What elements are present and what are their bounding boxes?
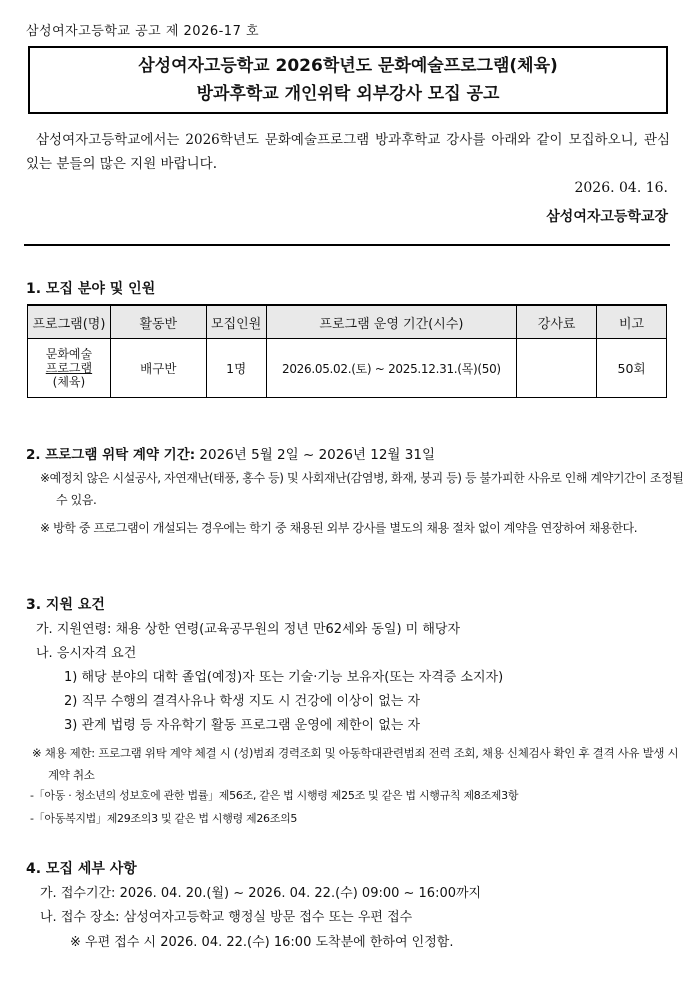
- section-1-title: 1. 모집 분야 및 인원: [26, 281, 156, 297]
- cell-period: 2026.05.02.(토) ~ 2025.12.31.(목)(50): [266, 339, 517, 398]
- section-2-line: [26, 443, 435, 463]
- cell-program: [28, 339, 111, 398]
- header-note: 비고: [597, 305, 667, 339]
- cell-note: 50회: [597, 339, 667, 398]
- title-box: [28, 46, 668, 114]
- cell-count: 1명: [206, 339, 266, 398]
- announcement-date: 2026. 04. 16.: [574, 180, 668, 196]
- program-line-1: 문화예술: [45, 347, 93, 361]
- section-2-value: 2026년 5월 2일 ~ 2026년 12월 31일: [195, 447, 435, 463]
- section-4-item-ga: 가. 접수기간: 2026. 04. 20.(월) ~ 2026. 04. 22.(수) 09:00 ~ 16:00까지: [40, 886, 482, 901]
- section-3-item-ga: 가. 지원연령: 채용 상한 연령(교육공무원의 정년 만62세와 동일) 미 해당자: [36, 622, 461, 637]
- principal-signature: 삼성여자고등학교장: [546, 209, 668, 225]
- header-period: 프로그램 운영 기간(시수): [266, 305, 517, 339]
- program-line-2: 프로그램: [45, 361, 93, 375]
- section-4-title: 4. 모집 세부 사항: [26, 861, 137, 877]
- section-3-law-1: -「아동 · 청소년의 성보호에 관한 법률」제56조, 같은 법 시행령 제25조 및 같은 법 시행규칙 제8조제3항: [30, 789, 519, 802]
- intro-text: 삼성여자고등학교에서는 2026학년도 문화예술프로그램 방과후학교 강사를 아래와 같이 모집하오니, 관심 있는 분들의 많은 지원 바랍니다.: [26, 132, 670, 172]
- title-line-2: 방과후학교 개인위탁 외부강사 모집 공고: [196, 84, 500, 104]
- section-4-note: ※ 우편 접수 시 2026. 04. 22.(수) 16:00 도착분에 한하여 인정함.: [70, 935, 454, 950]
- table-row: [28, 339, 667, 398]
- section-3-title: 3. 지원 요건: [26, 597, 105, 613]
- section-3-sub-1: 1) 해당 분야의 대학 졸업(예정)자 또는 기술·기능 보유자(또는 자격증 소지자): [64, 670, 504, 685]
- section-3-law-2: -「아동복지법」제29조의3 및 같은 법 시행령 제26조의5: [30, 812, 298, 825]
- header-activity: 활동반: [110, 305, 206, 339]
- table-header-row: [28, 305, 667, 339]
- header-fee: 강사료: [517, 305, 597, 339]
- section-4-item-na: 나. 접수 장소: 삼성여자고등학교 행정실 방문 접수 또는 우편 접수: [40, 910, 413, 925]
- section-2-title: 2. 프로그램 위탁 계약 기간:: [26, 447, 196, 463]
- document-number: 삼성여자고등학교 공고 제 2026-17 호: [26, 24, 260, 39]
- cell-fee: [517, 339, 597, 398]
- section-3-note: ※ 채용 제한: 프로그램 위탁 계약 체결 시 (성)범죄 경력조회 및 아동학대관련범죄 전력 조회, 채용 신체검사 확인 후 결격 사유 발생 시 계약 취소: [32, 746, 679, 782]
- section-3-item-na: 나. 응시자격 요건: [36, 646, 137, 661]
- divider: [24, 244, 670, 246]
- section-2-note-2: ※ 방학 중 프로그램이 개설되는 경우에는 학기 중 채용된 외부 강사를 별도의 채용 절차 없이 계약을 연장하여 채용한다.: [40, 521, 638, 535]
- recruitment-table: [27, 304, 667, 398]
- header-count: 모집인원: [206, 305, 266, 339]
- title-line-1: 삼성여자고등학교 2026학년도 문화예술프로그램(체육): [138, 56, 558, 76]
- section-2-note-1: ※예정치 않은 시설공사, 자연재난(태풍, 홍수 등) 및 사회재난(감염병, 화재, 붕괴 등) 등 불가피한 사유로 인해 계약기간이 조정될 수 있음.: [40, 471, 684, 507]
- program-line-3: (체육): [52, 375, 86, 389]
- section-3-sub-3: 3) 관계 법령 등 자유학기 활동 프로그램 운영에 제한이 없는 자: [64, 718, 421, 733]
- cell-activity: 배구반: [110, 339, 206, 398]
- intro-paragraph: [26, 128, 670, 176]
- section-3-sub-2: 2) 직무 수행의 결격사유나 학생 지도 시 건강에 이상이 없는 자: [64, 694, 421, 709]
- header-program: 프로그램(명): [28, 305, 111, 339]
